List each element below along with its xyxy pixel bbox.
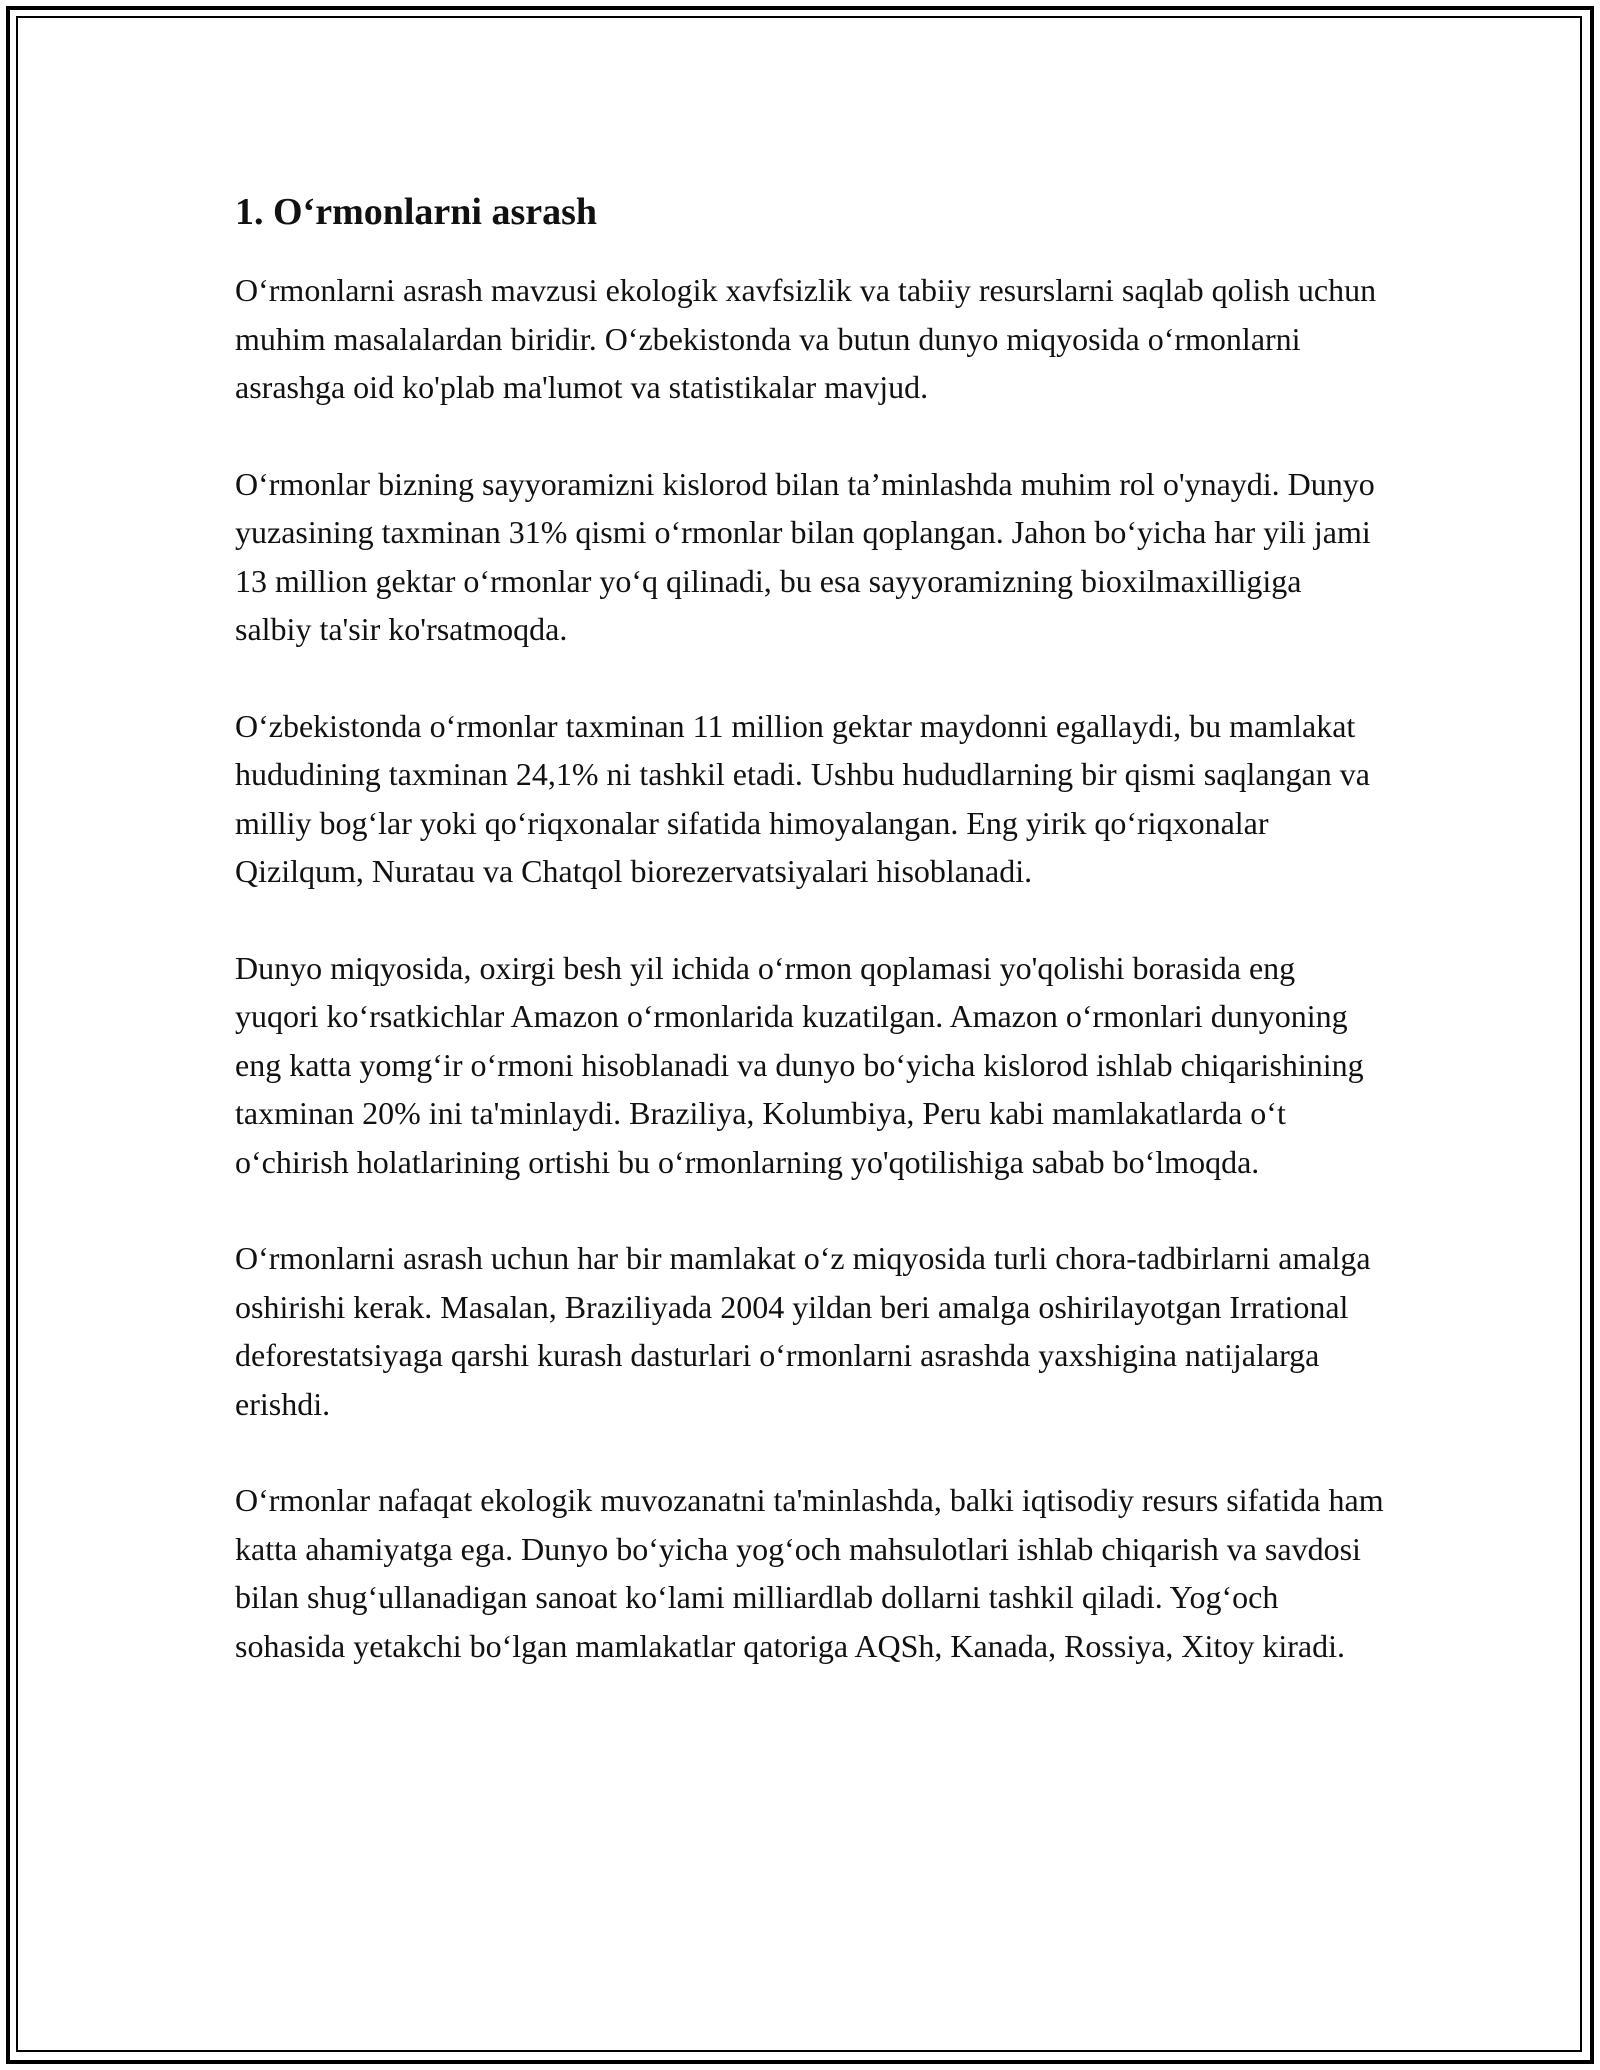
paragraph: Dunyo miqyosida, oxirgi besh yil ichida o‘rmon qoplamasi yo'qolishi borasida eng yuqori ko‘rsatkichlar Amazon o‘rmonlarida kuzatilgan. Amazon o‘rmonlari dunyoning eng katta yomg‘ir o‘rmoni hisoblanadi va dunyo bo‘yicha kislorod ishlab chiqarishining taxminan 20% ini ta'minlaydi. Braziliya, Kolumbiya, Peru kabi mamlakatlarda o‘t o‘chirish holatlarining ortishi bu o‘rmonlarning yo'qotilishiga sabab bo‘lmoqda. [235,949,1364,1180]
paragraph: O‘rmonlarni asrash uchun har bir mamlakat o‘z miqyosida turli chora-tadbirlarni amalga oshirishi kerak. Masalan, Braziliyada 2004 yildan beri amalga oshirilayotgan Irrational deforestatsiyaga qarshi kurash dasturlari o‘rmonlarni asrashda yaxshigina natijalarga erishdi. [235,1240,1371,1422]
paragraph: O‘rmonlarni asrash mavzusi ekologik xavfsizlik va tabiiy resurslarni saqlab qolish uchun muhim masalalardan biridir. O‘zbekistonda va butun dunyo miqyosida o‘rmonlarni asrashga oid ko'plab ma'lumot va statistikalar mavjud. [235,272,1377,405]
paragraph: O‘rmonlar bizning sayyoramizni kislorod bilan ta’minlashda muhim rol o'ynaydi. Dunyo yuzasining taxminan 31% qismi o‘rmonlar bilan qoplangan. Jahon bo‘yicha har yili jami 13 million gektar o‘rmonlar yo‘q qilinadi, bu esa sayyoramizning bioxilmaxilligiga salbiy ta'sir ko'rsatmoqda. [235,465,1375,647]
section-title: 1. O‘rmonlarni asrash [235,191,598,233]
paragraph: O‘rmonlar nafaqat ekologik muvozanatni ta'minlashda, balki iqtisodiy resurs sifatida ham katta ahamiyatga ega. Dunyo bo‘yicha yog‘och mahsulotlari ishlab chiqarish va savdosi bilan shug‘ullanadigan sanoat ko‘lami milliardlab dollarni tashkil qiladi. Yog‘och sohasida yetakchi bo‘lgan mamlakatlar qatoriga AQSh, Kanada, Rossiya, Xitoy kiradi. [235,1482,1384,1664]
paragraph: O‘zbekistonda o‘rmonlar taxminan 11 million gektar maydonni egallaydi, bu mamlakat hududining taxminan 24,1% ni tashkil etadi. Ushbu hududlarning bir qismi saqlangan va milliy bog‘lar yoki qo‘riqxonalar sifatida himoyalangan. Eng yirik qo‘riqxonalar Qizilqum, Nuratau va Chatqol biorezervatsiyalari hisoblanadi. [235,707,1370,889]
document-body [235,188,1385,1718]
